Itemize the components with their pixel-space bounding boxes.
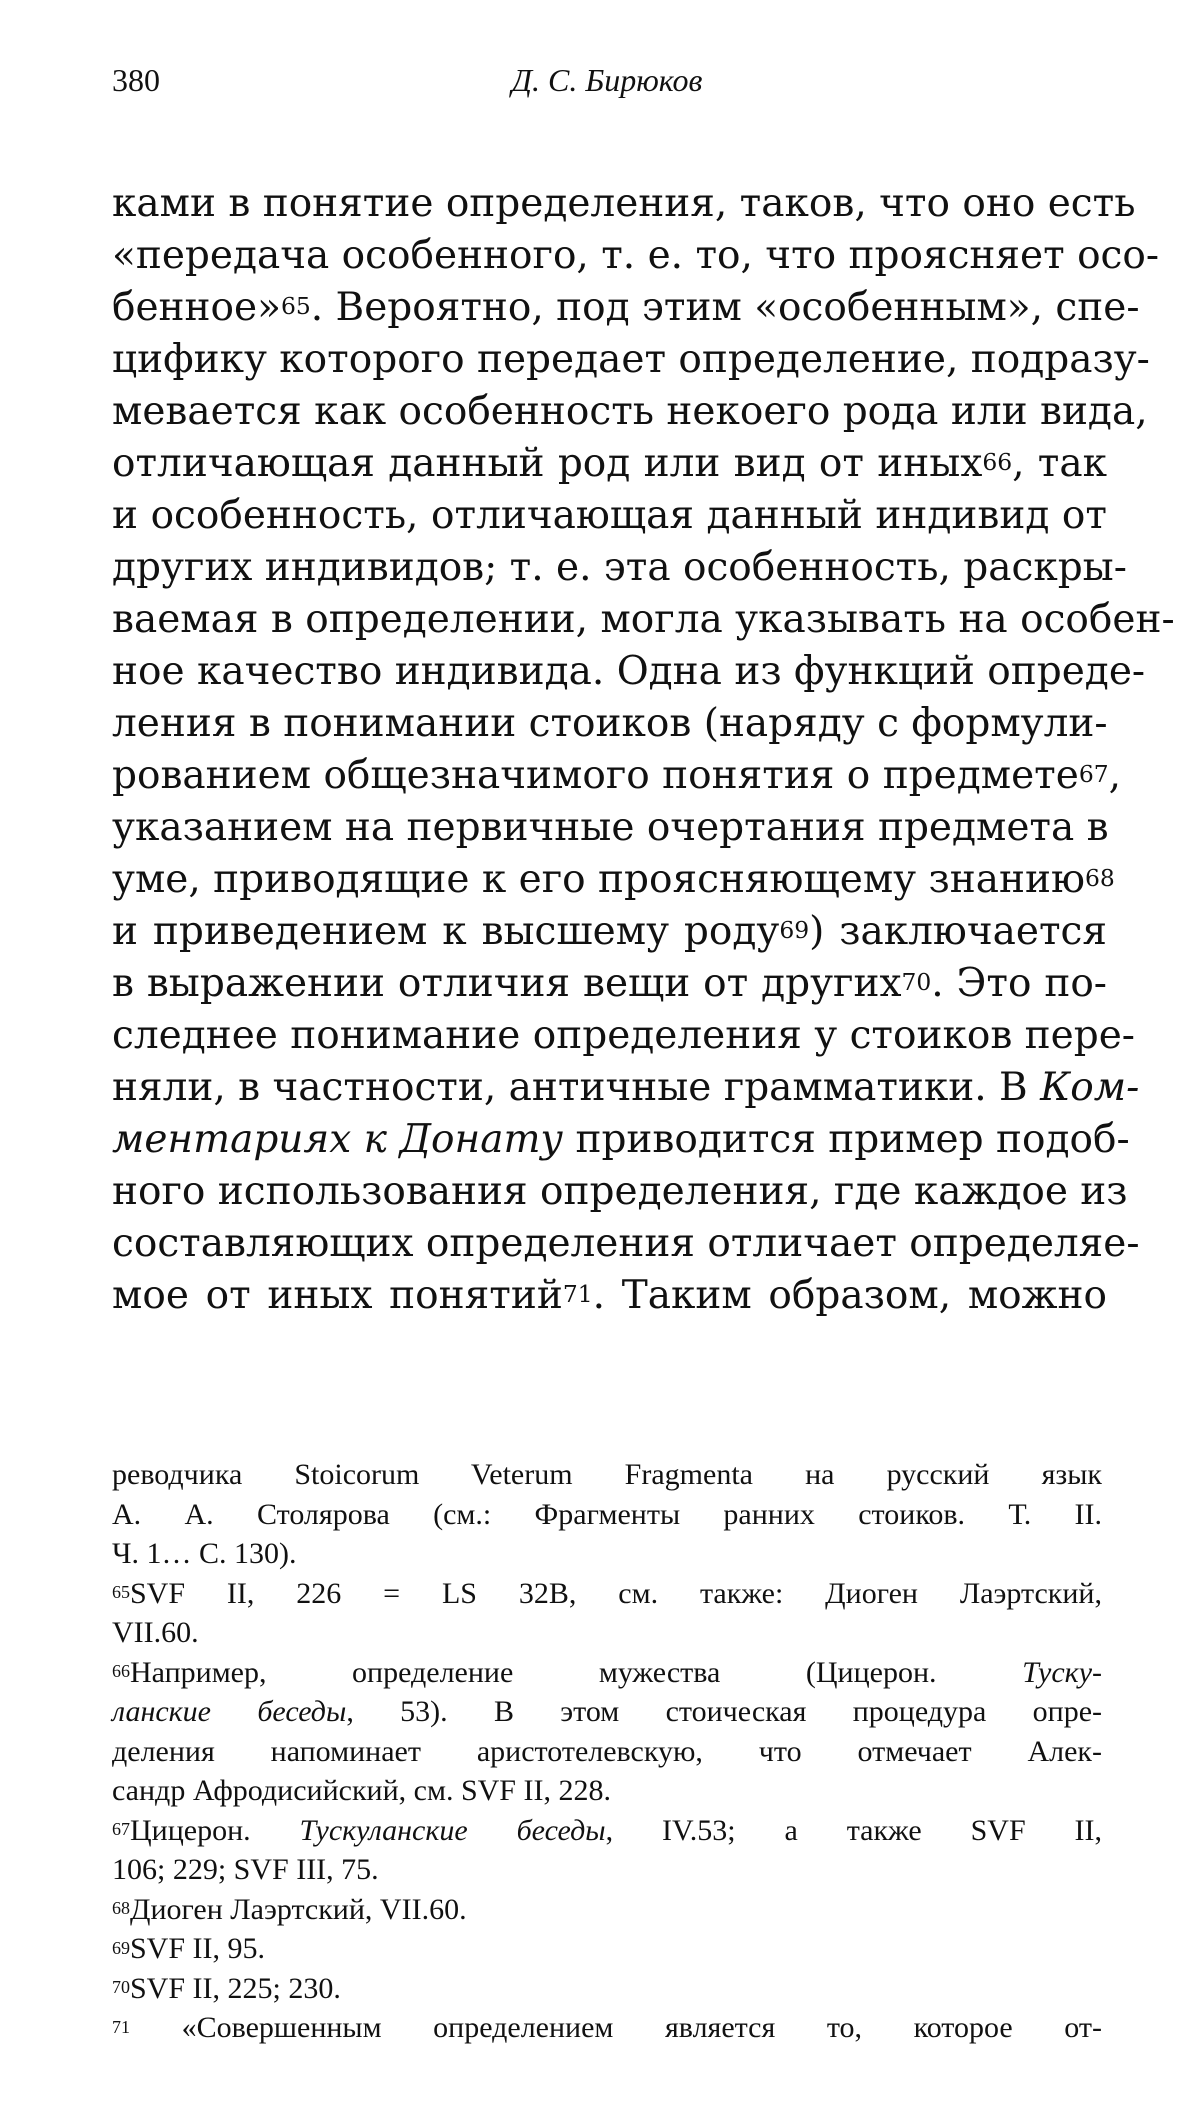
footnote-number: 70 [112,1977,130,1997]
footnote-ref: 66 [982,448,1013,477]
body-line: ное качество индивида. Одна из функций опреде- [112,649,1146,694]
body-text-run: . Таким образом, можно [592,1273,1107,1318]
footnote-continuation [112,1455,1102,1574]
footnote-ref: 65 [280,292,311,321]
body-line: мевается как особенность некоего рода или вида, [112,389,1148,434]
body-line: ления в понимании стоиков (наряду с формули- [112,701,1108,746]
footnote-line [112,1890,1102,1930]
body-text-run: . Вероятно, под этим «особенным», спе- [310,285,1140,330]
footnote-line [112,1811,1102,1851]
footnotes [112,1455,1102,2048]
footnote-ref: 69 [779,916,810,945]
footnote-ref: 71 [562,1280,593,1309]
body-line [112,906,1107,958]
footnote-line: Ч. 1… С. 130). [112,1537,297,1570]
footnote-68 [112,1890,1102,1930]
body-line: ками в понятие определения, таков, что оно есть [112,181,1136,226]
body-line: «передача особенного, т. е. то, что проясняет осо- [112,233,1160,278]
italic-title: Туску- [1022,1655,1102,1689]
body-text-run: уме, приводящие к его проясняющему знанию [112,857,1085,902]
footnote-text: , 53). В этом стоическая процедура опре- [346,1695,1102,1728]
body-line [112,1062,1140,1114]
body-text-run: и приведением к высшему роду [112,909,780,954]
italic-title: ланские беседы [112,1695,347,1728]
body-line: составляющих определения отличает определяе- [112,1221,1140,1266]
body-text-run: мое от иных понятий [112,1273,563,1318]
body-line [112,750,1121,802]
footnote-number: 68 [112,1898,130,1918]
footnote-line: сандр Афродисийский, см. SVF II, 228. [112,1774,611,1807]
footnote-text: Диоген Лаэртский, VII.60. [130,1892,467,1926]
body-text-run: , так [1012,441,1108,486]
footnote-ref: 67 [1078,760,1109,789]
footnote-text: SVF II, 225; 230. [130,1971,341,2005]
body-text-run: , [1108,753,1121,798]
body-text-run: в выражении отличия вещи от других [112,961,902,1006]
body-line: указанием на первичные очертания предмета в [112,805,1109,850]
footnote-66 [112,1653,1102,1811]
body-text-run: . Это по- [931,961,1107,1006]
body-line [112,282,1140,334]
body-text-run: приводится пример подоб- [563,1117,1130,1162]
footnote-number: 66 [112,1661,130,1681]
body-text-run: бенное» [112,285,281,330]
italic-title: Ком- [1040,1065,1140,1110]
italic-title: ментариях к Донату [112,1117,564,1162]
main-text [112,178,1175,1322]
footnote-71 [112,2008,1102,2048]
running-head: Д. С. Бирюков [511,62,703,98]
footnote-text: Например, определение мужества (Цицерон. [130,1655,1023,1689]
body-line [112,1114,1130,1166]
page-header [112,62,1102,112]
footnote-number: 67 [112,1819,130,1839]
footnote-text: Цицерон. [130,1813,300,1847]
footnote-line: реводчика Stoicorum Veterum Fragmenta на русский язык [112,1458,1102,1491]
footnote-67 [112,1811,1102,1890]
body-line: следнее понимание определения у стоиков пере- [112,1013,1135,1058]
body-text-run: няли, в частности, античные грамматики. В [112,1065,1041,1110]
body-line [112,438,1107,490]
body-line: ного использования определения, где каждое из [112,1169,1128,1214]
footnote-text: «Совершенным определением является то, которое от- [130,2011,1102,2044]
body-line [112,1270,1107,1322]
body-text-run: отличающая данный род или вид от иных [112,441,983,486]
body-line: и особенность, отличающая данный индивид от [112,493,1107,538]
footnote-70 [112,1969,1102,2009]
footnote-number: 69 [112,1937,130,1958]
footnote-line: 106; 229; SVF III, 75. [112,1853,379,1886]
body-text-run: рованием общезначимого понятия о предмете [112,753,1079,798]
footnote-ref: 70 [901,968,932,997]
footnote-line [112,1653,1102,1693]
footnote-line [112,1692,1102,1732]
footnote-number: 65 [112,1582,130,1602]
body-line [112,958,1107,1010]
footnote-line [112,1929,1102,1969]
footnote-line: VII.60. [112,1616,199,1649]
footnote-number: 71 [112,2016,130,2037]
page-number: 380 [112,62,160,98]
footnote-65 [112,1574,1102,1653]
footnote-line: деления напоминает аристотелевскую, что отмечает Алек- [112,1734,1102,1768]
footnote-69 [112,1929,1102,1969]
italic-title: Тускуланские беседы [299,1813,606,1847]
footnote-line: А. А. Столярова (см.: Фрагменты ранних стоиков. Т. II. [112,1497,1102,1531]
footnote-ref: 68 [1084,864,1115,893]
body-line: цифику которого передает определение, подразу- [112,337,1150,382]
body-line: других индивидов; т. е. эта особенность, раскры- [112,545,1127,590]
body-line [112,854,1115,906]
body-line: ваемая в определении, могла указывать на особен- [112,597,1175,642]
footnote-line [112,2008,1102,2048]
footnote-text: SVF II, 95. [130,1932,266,1965]
footnote-text: , IV.53; а также SVF II, [605,1813,1103,1847]
body-text-run: ) заключается [809,909,1107,954]
footnote-line [112,1969,1102,2009]
footnote-text: SVF II, 226 = LS 32B, см. также: Диоген Лаэртский, [130,1576,1102,1610]
footnote-line [112,1574,1102,1614]
